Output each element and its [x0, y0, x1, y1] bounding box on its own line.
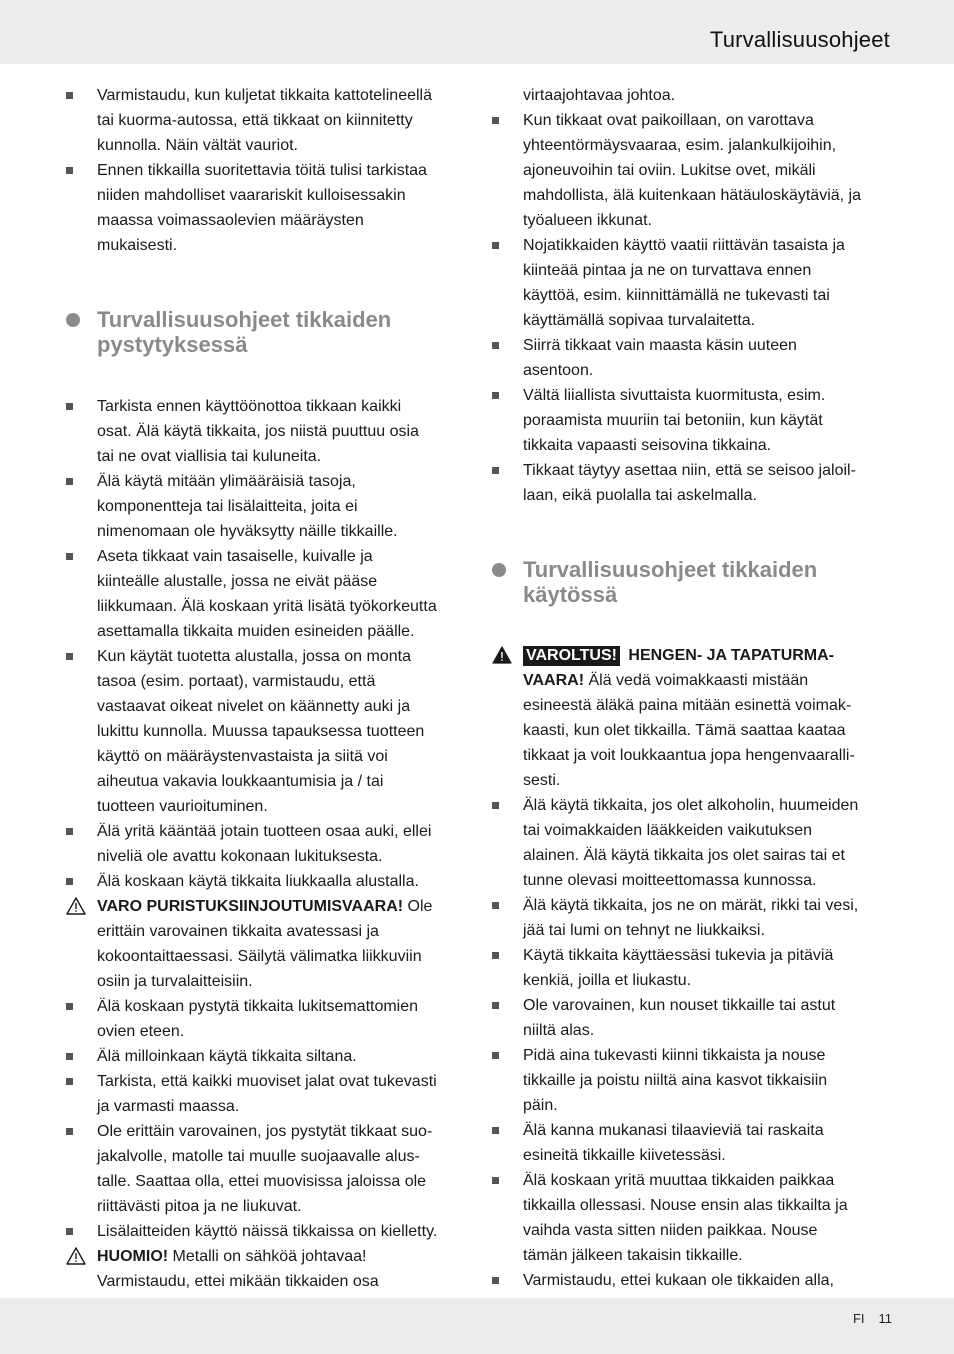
bullet-square-icon [66, 478, 73, 485]
bullet-square-icon [492, 902, 499, 909]
bullet-square-icon [492, 952, 499, 959]
bullet-square-icon [66, 1078, 73, 1085]
left-setup-list-2 [66, 994, 438, 1244]
list-item: Älä milloinkaan käytä tikkaita siltana. [66, 1044, 438, 1069]
list-item: Vältä liiallista sivuttaista kuormitusta, esim. poraamista muuriin tai betoniin, kun käytät tikkaita vapaasti seisovina tikkaina. [492, 383, 864, 458]
list-item: Kun tikkaat ovat paikoillaan, on varottava yhteentörmäysvaaraa, esim. jalankulkijoihin, ajoneuvoihin tai oviin. Lukitse ovet, mikäli mahdollista, älä kuitenkaan hätäuloskäytäviä, ja työalueen ikkunat. [492, 108, 864, 233]
left-setup-list [66, 394, 438, 894]
language-code: FI [852, 1311, 865, 1326]
bullet-square-icon [66, 1128, 73, 1135]
section-heading-setup: Turvallisuusohjeet tikkaiden pystytyksessä [66, 307, 438, 357]
right-usage-list [492, 793, 864, 1318]
right-setup-list [492, 108, 864, 508]
bullet-square-icon [492, 802, 499, 809]
list-item: Kun käytät tuotetta alustalla, jossa on monta tasoa (esim. portaat), varmistaudu, että vastaavat oikeat nivelet on käännetty auki ja lukittu kunnolla. Muussa tapauksessa tuotteen käyttö on määräystenvastaista ja siitä voi aiheutua vakavia loukkaantumisia ja / tai tuotteen vaurioituminen. [66, 644, 438, 819]
warning-triangle-filled-icon [492, 646, 512, 664]
bullet-square-icon [66, 828, 73, 835]
bullet-square-icon [492, 1127, 499, 1134]
bullet-square-icon [66, 92, 73, 99]
right-column [492, 83, 864, 1318]
list-item: Varmistaudu, kun kuljetat tikkaita kattotelineellä tai kuorma-autossa, että tikkaat on kiinnitetty kunnolla. Näin vältät vauriot. [66, 83, 438, 158]
left-column [66, 83, 438, 1319]
list-item: Älä kanna mukanasi tilaavieviä tai raskaita esineitä tikkaille kiivetessäsi. [492, 1118, 864, 1168]
list-item: Nojatikkaiden käyttö vaatii riittävän tasaista ja kiinteää pintaa ja ne on turvattava ennen käyttöä, esim. kiinnittämällä ne tukevasti tai käyttämällä sopivaa turvalaitetta. [492, 233, 864, 333]
bullet-square-icon [492, 1002, 499, 1009]
list-item: Älä koskaan pystytä tikkaita lukitsemattomien ovien eteen. [66, 994, 438, 1044]
bullet-square-icon [66, 653, 73, 660]
section-dot-icon [492, 563, 506, 577]
bullet-square-icon [492, 342, 499, 349]
bullet-square-icon [492, 392, 499, 399]
warning-electric: HUOMIO! Metalli on sähköä johtavaa! Varmistaudu, ettei mikään tikkaiden osa [66, 1244, 438, 1319]
list-item: Siirrä tikkaat vain maasta käsin uuteen asentoon. [492, 333, 864, 383]
section-heading-usage: Turvallisuusohjeet tikkaiden käytössä [492, 557, 864, 607]
list-item: Tikkaat täytyy asettaa niin, että se seisoo jaloillaan, eikä puolalla tai askelmalla. [492, 458, 864, 508]
footer-band [0, 1298, 954, 1354]
warning-triangle-icon [66, 1247, 86, 1265]
list-item: Pidä aina tukevasti kiinni tikkaista ja nouse tikkaille ja poistu niiltä aina kasvot tikkaisiin päin. [492, 1043, 864, 1118]
list-item: Varmistaudu, ettei kukaan ole tikkaiden alla, [492, 1268, 864, 1318]
bullet-square-icon [492, 467, 499, 474]
left-intro-list [66, 83, 438, 258]
bullet-square-icon [66, 1228, 73, 1235]
bullet-square-icon [492, 1177, 499, 1184]
list-item: Älä koskaan käytä tikkaita liukkaalla alustalla. [66, 869, 438, 894]
list-item: Älä käytä tikkaita, jos olet alkoholin, huumeiden tai voimakkaiden lääkkeiden vaikutuksen alainen. Älä käytä tikkaita jos olet sairas tai et tunne olevasi moitteettomassa kunnossa. [492, 793, 864, 893]
page-footer [853, 1311, 892, 1326]
list-item: Ennen tikkailla suoritettavia töitä tulisi tarkistaa niiden mahdolliset vaarariskit kulloisessakin maassa voimassaolevien määräysten mukaisesti. [66, 158, 438, 258]
list-item: Älä käytä mitään ylimääräisiä tasoja, komponentteja tai lisälaitteita, joita ei nimenomaan ole hyväksytty näille tikkaille. [66, 469, 438, 544]
list-item: Tarkista, että kaikki muoviset jalat ovat tukevasti ja varmasti maassa. [66, 1069, 438, 1119]
bullet-square-icon [66, 878, 73, 885]
list-item: Lisälaitteiden käyttö näissä tikkaissa on kielletty. [66, 1219, 438, 1244]
list-item: Aseta tikkaat vain tasaiselle, kuivalle ja kiinteälle alustalle, jossa ne eivät pääse liikkumaan. Älä koskaan yritä lisätä työkorkeutta asettamalla tikkaita muiden esineiden päälle. [66, 544, 438, 644]
bullet-square-icon [66, 553, 73, 560]
list-item: Tarkista ennen käyttöönottoa tikkaan kaikki osat. Älä käytä tikkaita, jos niistä puuttuu osia tai ne ovat viallisia tai kuluneita. [66, 394, 438, 469]
section-dot-icon [66, 313, 80, 327]
warning-label-badge: VAROLTUS! [523, 646, 620, 666]
list-item: Ole erittäin varovainen, jos pystytät tikkaat suojakalvolle, matolle tai muulle suojaavalle alustalle. Saattaa olla, ettei muovisissa jaloissa ole riittävästi pitoa ja ne liukuvat. [66, 1119, 438, 1219]
warning-triangle-icon [66, 897, 86, 915]
page-number: 11 [878, 1311, 892, 1326]
bullet-square-icon [66, 167, 73, 174]
page-title: Turvallisuusohjeet [709, 27, 890, 52]
bullet-square-icon [492, 1052, 499, 1059]
bullet-square-icon [492, 1277, 499, 1284]
bullet-square-icon [492, 242, 499, 249]
continuation-text: virtaajohtavaa johtoa. [523, 87, 676, 104]
list-item: Ole varovainen, kun nouset tikkaille tai astut niiltä alas. [492, 993, 864, 1043]
bullet-square-icon [66, 1053, 73, 1060]
bullet-square-icon [66, 1003, 73, 1010]
warning-life-danger: VAROLTUS! HENGEN- JA TAPATURMAVAARA! Älä vedä voimakkaasti mistään esineestä äläkä paina mitään esinettä voimakkaasti, kun olet tikkailla. Tämä saattaa kaataa tikkaat ja voit loukkaantua jopa hengenvaarallisesti. [492, 643, 864, 793]
list-item: Älä yritä kääntää jotain tuotteen osaa auki, ellei niveliä ole avattu kokonaan lukituksesta. [66, 819, 438, 869]
warning-pinch: VARO PURISTUKSIINJOUTUMISVAARA! Ole erittäin varovainen tikkaita avatessasi ja kokoontaittaessasi. Säilytä välimatka liikkuviin osiin ja turvalaitteisiin. [66, 894, 438, 994]
bullet-square-icon [66, 403, 73, 410]
bullet-square-icon [492, 117, 499, 124]
list-item: Älä käytä tikkaita, jos ne on märät, rikki tai vesi, jää tai lumi on tehnyt ne liukkaiksi. [492, 893, 864, 943]
list-item: Älä koskaan yritä muuttaa tikkaiden paikkaa tikkailla ollessasi. Nouse ensin alas tikkailta ja vaihda vasta sitten niiden paikkaa. Nouse tämän jälkeen takaisin tikkaille. [492, 1168, 864, 1268]
list-item: Käytä tikkaita käyttäessäsi tukevia ja pitäviä kenkiä, joilla et liukastu. [492, 943, 864, 993]
